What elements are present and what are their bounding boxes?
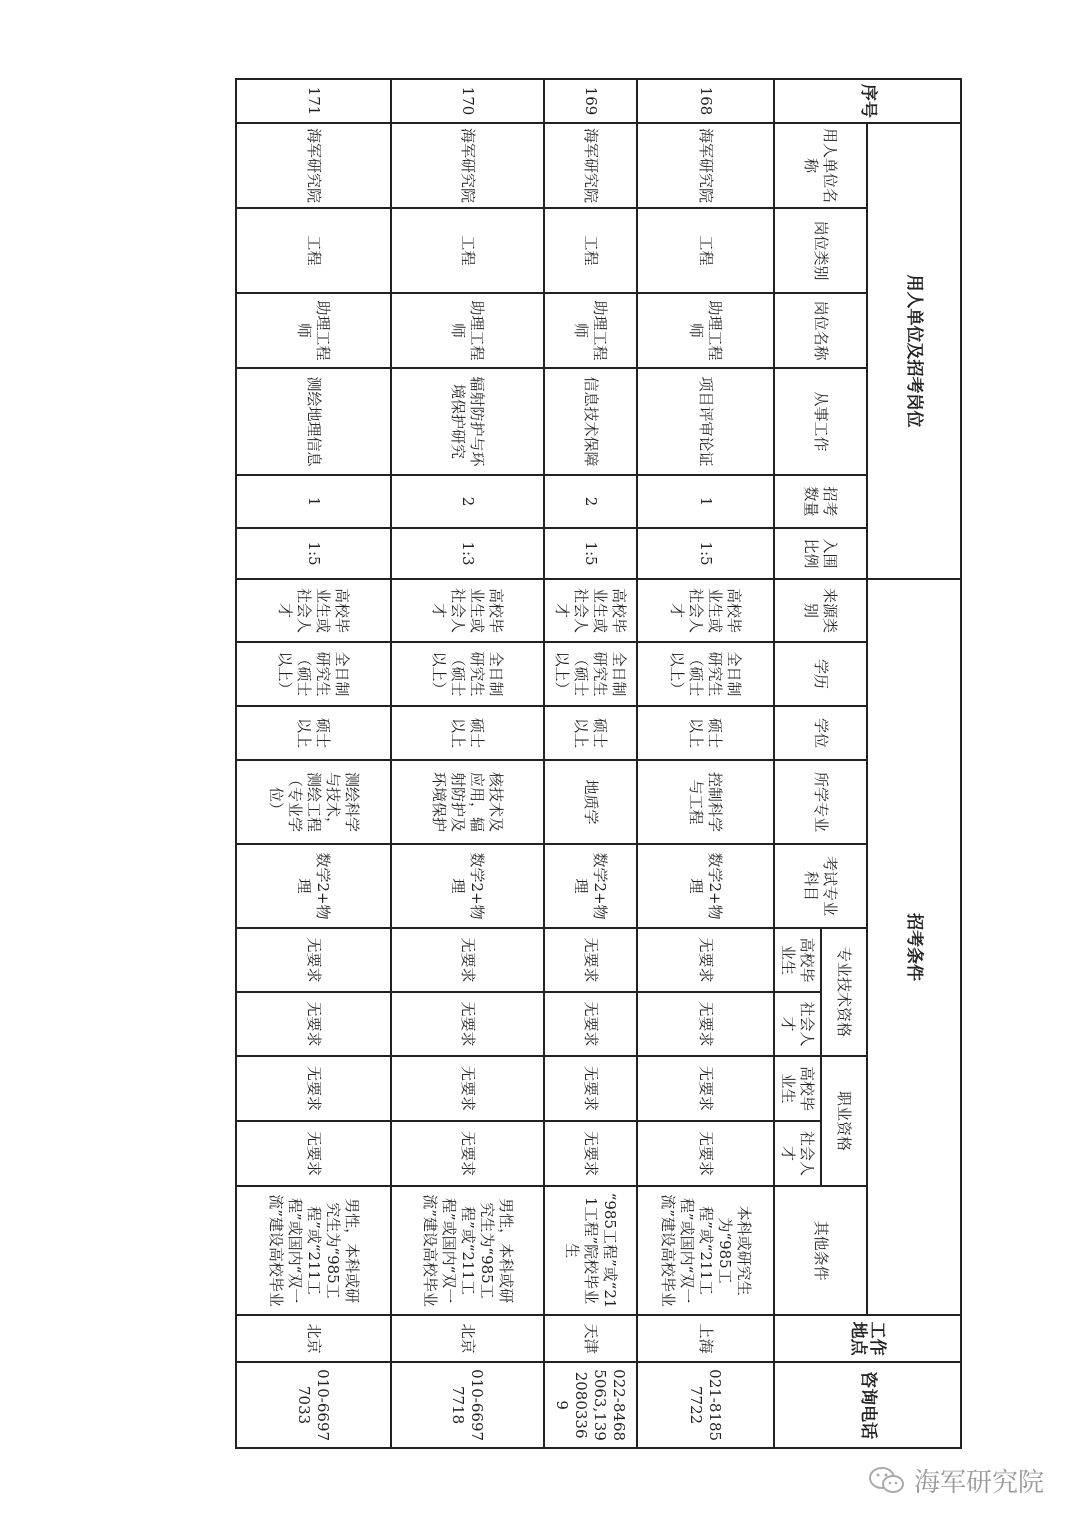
cell-phone: 021-81857722 [637, 1362, 774, 1448]
cell-major: 核技术及应用，辐射防护及环境保护 [391, 760, 544, 844]
cell-source: 高校毕业生或社会人才 [391, 579, 544, 642]
watermark-text: 海军研究院 [914, 1468, 1045, 1498]
cell-other: 男性，本科或研究生为“985工程”或“211工程”或国内“双一流”建设高校毕业 [236, 1186, 391, 1315]
cell-t-grad: 无要求 [637, 928, 774, 992]
header-voc-social: 社会人才 [774, 1121, 821, 1186]
cell-ratio: 1:5 [544, 528, 637, 579]
recruitment-table-rotated [237, 78, 962, 1447]
cell-loc: 天津 [544, 1315, 637, 1362]
table-row [637, 79, 774, 1448]
header-group-unit: 用人单位及招考岗位 [867, 123, 961, 579]
cell-unit: 海军研究院 [637, 123, 774, 208]
cell-major: 控制科学与工程 [637, 760, 774, 844]
cell-ratio: 1:5 [637, 528, 774, 579]
cell-t-soc: 无要求 [391, 992, 544, 1056]
header-work: 从事工作 [774, 368, 867, 475]
cell-exam: 数学2+物理 [544, 844, 637, 928]
header-group-conditions: 招考条件 [867, 579, 961, 1315]
cell-v-soc: 无要求 [544, 1121, 637, 1186]
cell-t-grad: 无要求 [391, 928, 544, 992]
cell-unit: 海军研究院 [544, 123, 637, 208]
cell-count: 1 [637, 475, 774, 528]
cell-unit: 海军研究院 [391, 123, 544, 208]
header-source: 来源类别 [774, 579, 867, 642]
cell-degree: 硕士以上 [637, 706, 774, 760]
cell-phone: 022-84685063,13920803369 [544, 1362, 637, 1448]
header-post-name: 岗位名称 [774, 293, 867, 368]
header-other: 其他条件 [774, 1186, 867, 1315]
cell-v-grad: 无要求 [544, 1056, 637, 1121]
cell-exam: 数学2+物理 [236, 844, 391, 928]
cell-v-grad: 无要求 [236, 1056, 391, 1121]
cell-major: 测绘科学与技术，测绘工程（专业学位） [236, 760, 391, 844]
cell-type: 工程 [637, 208, 774, 293]
cell-count: 2 [391, 475, 544, 528]
cell-edu: 全日制研究生（硕士以上） [544, 642, 637, 706]
cell-exam: 数学2+物理 [391, 844, 544, 928]
header-voc-qual: 职业资格 [821, 1056, 867, 1186]
cell-loc: 北京 [236, 1315, 391, 1362]
header-degree: 学位 [774, 706, 867, 760]
cell-t-soc: 无要求 [544, 992, 637, 1056]
cell-phone: 010-66977033 [236, 1362, 391, 1448]
header-education: 学历 [774, 642, 867, 706]
cell-type: 工程 [236, 208, 391, 293]
header-tech-grad: 高校毕业生 [774, 928, 821, 992]
cell-degree: 硕士以上 [544, 706, 637, 760]
cell-type: 工程 [391, 208, 544, 293]
cell-count: 1 [236, 475, 391, 528]
cell-ratio: 1:5 [236, 528, 391, 579]
header-seq: 序号 [774, 79, 961, 123]
cell-seq: 170 [391, 79, 544, 123]
header-tech-social: 社会人才 [774, 992, 821, 1056]
cell-source: 高校毕业生或社会人才 [236, 579, 391, 642]
cell-loc: 北京 [391, 1315, 544, 1362]
wechat-icon [868, 1465, 906, 1497]
cell-seq: 171 [236, 79, 391, 123]
cell-degree: 硕士以上 [236, 706, 391, 760]
cell-edu: 全日制研究生（硕士以上） [236, 642, 391, 706]
header-unit-name: 用人单位名称 [774, 123, 867, 208]
cell-post: 助理工程师 [544, 293, 637, 368]
cell-source: 高校毕业生或社会人才 [544, 579, 637, 642]
cell-work: 项目评审论证 [637, 368, 774, 475]
cell-t-soc: 无要求 [236, 992, 391, 1056]
cell-v-soc: 无要求 [236, 1121, 391, 1186]
cell-seq: 168 [637, 79, 774, 123]
cell-work: 测绘地理信息 [236, 368, 391, 475]
cell-work: 信息技术保障 [544, 368, 637, 475]
header-major: 所学专业 [774, 760, 867, 844]
cell-v-soc: 无要求 [391, 1121, 544, 1186]
header-tech-qual: 专业技术资格 [821, 928, 867, 1056]
cell-other: 本科或研究生为“985工程”或“211工程”或国内“双一流”建设高校毕业 [637, 1186, 774, 1315]
cell-phone: 010-66977718 [391, 1362, 544, 1448]
cell-t-grad: 无要求 [236, 928, 391, 992]
cell-count: 2 [544, 475, 637, 528]
cell-other: “985工程”或“211工程”院校毕业生 [544, 1186, 637, 1315]
header-phone: 咨询电话 [774, 1362, 961, 1448]
cell-v-grad: 无要求 [391, 1056, 544, 1121]
cell-unit: 海军研究院 [236, 123, 391, 208]
cell-seq: 169 [544, 79, 637, 123]
table-row [391, 79, 544, 1448]
cell-t-soc: 无要求 [637, 992, 774, 1056]
cell-t-grad: 无要求 [544, 928, 637, 992]
table-row [544, 79, 637, 1448]
cell-v-grad: 无要求 [637, 1056, 774, 1121]
cell-post: 助理工程师 [391, 293, 544, 368]
cell-edu: 全日制研究生（硕士以上） [391, 642, 544, 706]
cell-degree: 硕士以上 [391, 706, 544, 760]
recruitment-table [235, 78, 962, 1449]
header-exam: 考试专业科目 [774, 844, 867, 928]
cell-source: 高校毕业生或社会人才 [637, 579, 774, 642]
cell-work: 辐射防护与环境保护研究 [391, 368, 544, 475]
header-count: 招考数量 [774, 475, 867, 528]
cell-v-soc: 无要求 [637, 1121, 774, 1186]
cell-edu: 全日制研究生（硕士以上） [637, 642, 774, 706]
header-post-type: 岗位类别 [774, 208, 867, 293]
header-ratio: 入围比例 [774, 528, 867, 579]
header-location: 工作地点 [774, 1315, 961, 1362]
table-row [236, 79, 391, 1448]
cell-loc: 上海 [637, 1315, 774, 1362]
cell-post: 助理工程师 [637, 293, 774, 368]
header-voc-grad: 高校毕业生 [774, 1056, 821, 1121]
cell-major: 地质学 [544, 760, 637, 844]
watermark [868, 1462, 1044, 1499]
cell-other: 男性，本科或研究生为“985工程”或“211工程”或国内“双一流”建设高校毕业 [391, 1186, 544, 1315]
cell-ratio: 1:3 [391, 528, 544, 579]
cell-post: 助理工程师 [236, 293, 391, 368]
cell-type: 工程 [544, 208, 637, 293]
cell-exam: 数学2+物理 [637, 844, 774, 928]
